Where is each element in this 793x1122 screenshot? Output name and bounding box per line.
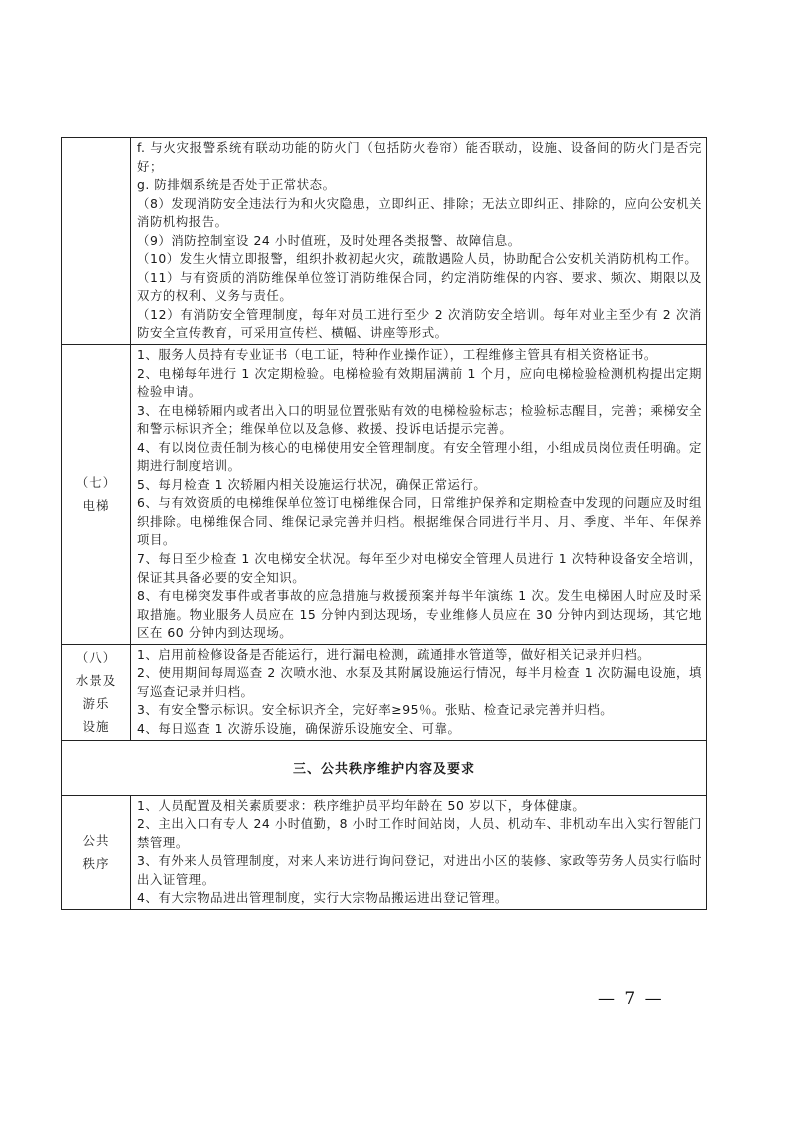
public-order-items xyxy=(131,795,707,909)
list-item: 6、与有效资质的电梯维保单位签订电梯维保合同，日常维护保养和定期检查中发现的问题应及时组织排除。电梯维保合同、维保记录完善并归档。根据维保合同进行半月、月、季度、半年、年保养项目。 xyxy=(137,495,702,548)
label-line: 设施 xyxy=(82,719,110,735)
label-line: 水景及 xyxy=(75,673,117,689)
table-row-waterscape xyxy=(62,644,707,740)
requirements-table xyxy=(61,137,707,910)
list-item: （12）有消防安全管理制度，每年对员工进行至少 2 次消防安全培训。每年对业主至少有 2 次消防安全宣传教育，可采用宣传栏、横幅、讲座等形式。 xyxy=(137,306,702,341)
section-heading: 三、公共秩序维护内容及要求 xyxy=(62,740,707,795)
list-item: 1、人员配置及相关素质要求：秩序维护员平均年龄在 50 岁以下，身体健康。 xyxy=(137,797,586,813)
list-item: 2、主出入口有专人 24 小时值勤，8 小时工作时间站岗，人员、机动车、非机动车出入实行智能门禁管理。 xyxy=(137,816,702,850)
table-row-section-heading xyxy=(62,740,707,795)
list-item: 4、有以岗位责任制为核心的电梯使用安全管理制度。有安全管理小组，小组成员岗位责任明确。定期进行制度培训。 xyxy=(137,439,702,474)
list-item: 3、在电梯轿厢内或者出入口的明显位置张贴有效的电梯检验标志；检验标志醒目，完善；乘梯安全和警示标识齐全；维保单位以及急修、救援、投诉电话提示完善。 xyxy=(137,402,702,437)
list-item: 7、每日至少检查 1 次电梯安全状况。每年至少对电梯安全管理人员进行 1 次特种设备安全培训，保证其具备必要的安全知识。 xyxy=(137,551,702,585)
row-label-elevator xyxy=(62,345,131,645)
list-item: （8）发现消防安全违法行为和火灾隐患，立即纠正、排除；无法立即纠正、排除的，应向公安机关消防机构报告。 xyxy=(137,195,702,230)
label-line: （八） xyxy=(75,650,117,666)
fire-safety-items xyxy=(131,138,707,345)
label-line: 游乐 xyxy=(82,696,110,712)
list-item: （9）消防控制室设 24 小时值班，及时处理各类报警、故障信息。 xyxy=(137,232,521,248)
list-item: f. 与火灾报警系统有联动功能的防火门（包括防火卷帘）能否联动，设施、设备间的防火门是否完好； xyxy=(137,140,702,174)
row-label-public-order xyxy=(62,795,131,909)
list-item: （11）与有资质的消防维保单位签订消防维保合同，约定消防维保的内容、要求、频次、期限以及双方的权利、义务与责任。 xyxy=(137,269,702,304)
table-row-public-order xyxy=(62,795,707,909)
list-item: 4、每日巡查 1 次游乐设施，确保游乐设施安全、可靠。 xyxy=(137,720,461,736)
list-item: 1、服务人员持有专业证书（电工证，特种作业操作证），工程维修主管具有相关资格证书。 xyxy=(137,347,657,363)
page-number: — 7 — xyxy=(598,989,664,1009)
list-item: 5、每月检查 1 次轿厢内相关设施运行状况，确保正常运行。 xyxy=(137,476,487,492)
list-item: 3、有安全警示标识。安全标识齐全，完好率≥95％。张贴、检查记录完善并归档。 xyxy=(137,702,614,718)
label-line: 公共 xyxy=(82,833,110,849)
table-row-fire-continued xyxy=(62,138,707,345)
list-item: 8、有电梯突发事件或者事故的应急措施与救援预案并每半年演练 1 次。发生电梯困人时应及时采取措施。物业服务人员应在 15 分钟内到达现场，专业维修人员应在 30 分钟内到达现场，其它地区在 60 分钟内到达现场。 xyxy=(137,588,702,641)
list-item: 2、电梯每年进行 1 次定期检验。电梯检验有效期届满前 1 个月，应向电梯检验检测机构提出定期检验申请。 xyxy=(137,365,702,400)
elevator-items xyxy=(131,345,707,645)
label-line: 秩序 xyxy=(82,856,110,872)
list-item: 4、有大宗物品进出管理制度，实行大宗物品搬运进出登记管理。 xyxy=(137,890,508,906)
row-label-empty xyxy=(62,138,131,345)
label-line: 电梯 xyxy=(82,498,110,514)
list-item: （10）发生火情立即报警，组织扑救初起火灾，疏散遇险人员，协助配合公安机关消防机构工作。 xyxy=(137,251,698,267)
list-item: 3、有外来人员管理制度，对来人来访进行询问登记，对进出小区的装修、家政等劳务人员实行临时出入证管理。 xyxy=(137,853,702,887)
list-item: 1、启用前检修设备是否能运行，进行漏电检测，疏通排水管道等，做好相关记录并归档。 xyxy=(137,646,651,662)
list-item: 2、使用期间每周巡查 2 次喷水池、水泵及其附属设施运行情况，每半月检查 1 次防漏电设施，填写巡查记录并归档。 xyxy=(137,665,702,699)
waterscape-items xyxy=(131,644,707,740)
list-item: g. 防排烟系统是否处于正常状态。 xyxy=(137,177,336,193)
table-row-elevator xyxy=(62,345,707,645)
row-label-waterscape xyxy=(62,644,131,740)
label-line: （七） xyxy=(75,475,117,491)
